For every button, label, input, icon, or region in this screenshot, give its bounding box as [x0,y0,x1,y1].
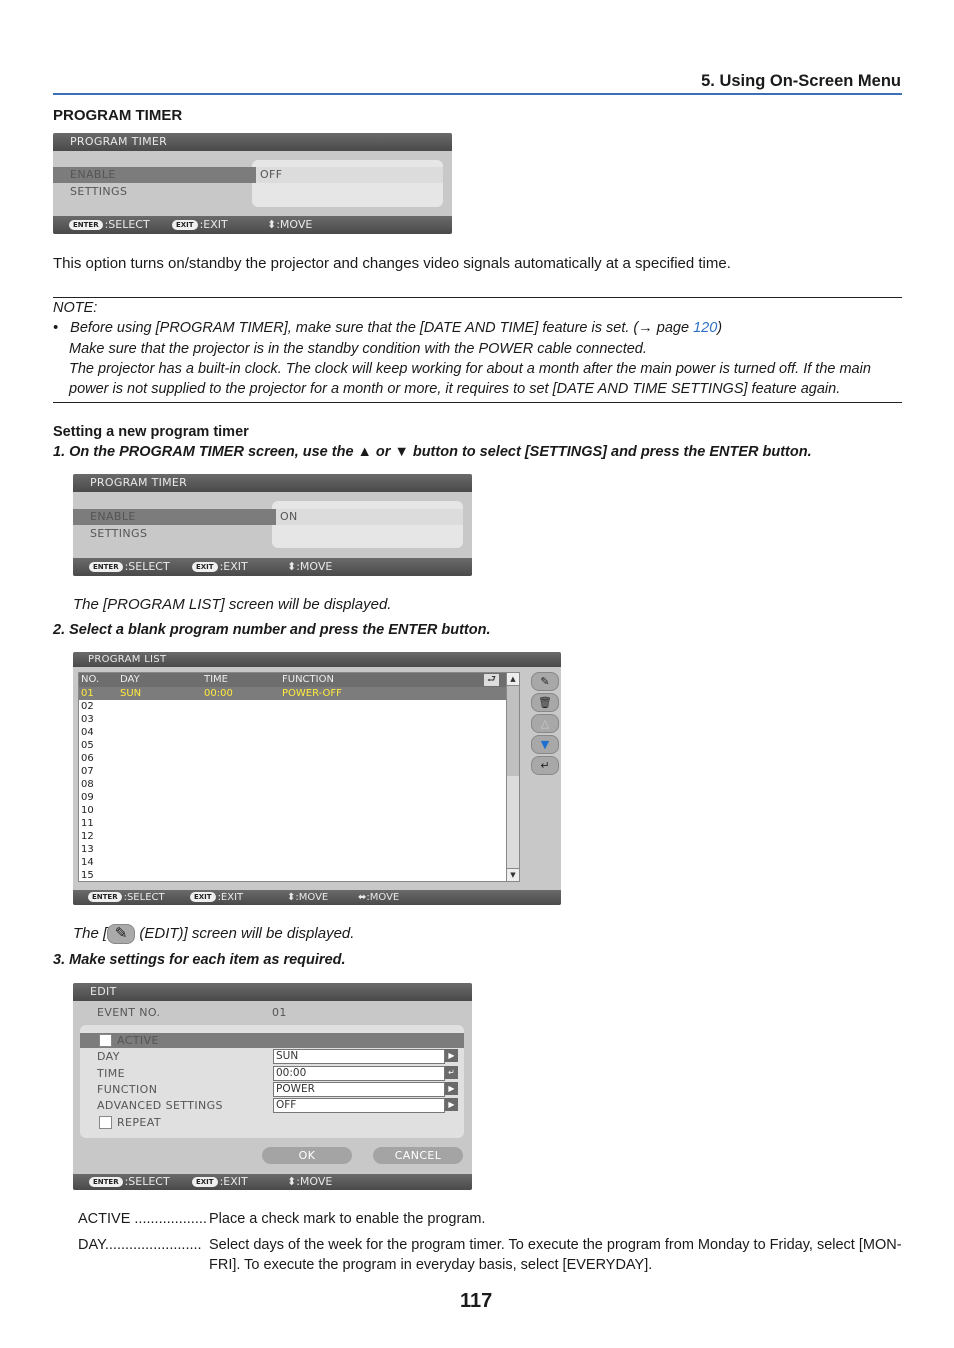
advanced-field[interactable]: OFF [273,1098,445,1113]
chapter-title: 5. Using On-Screen Menu [701,72,901,90]
table-row[interactable] [79,869,506,882]
cancel-button[interactable]: CANCEL [373,1147,463,1164]
header-rule [53,93,902,95]
move-up-icon[interactable]: △ [531,714,559,733]
step-3: 3. Make settings for each item as required. [53,952,346,968]
note-block: NOTE: • Before using [PROGRAM TIMER], make sure that the [DATE AND TIME] feature is set. (→ page 120) Make sure that the projector is in the standby condition with the POWER cable connected. The projector has a built-in clock. The clock will keep working for about a month after the main power is turned off. If the main power is not supplied to the projector for a month or more, it requires to set [DATE AND TIME SETTINGS] feature again. [53,298,903,399]
row-number: 14 [81,857,94,868]
function-arrow-icon[interactable]: ▶ [445,1082,458,1095]
repeat-checkbox[interactable] [99,1116,112,1129]
table-row[interactable]: 01 SUN 00:00 POWER-OFF [79,687,506,700]
edit-icon[interactable]: ✎ [531,672,559,691]
row-number: 11 [81,818,94,829]
note-label: NOTE: [53,300,98,316]
enter-return-icon[interactable]: ↵ [531,756,559,775]
row-number: 09 [81,792,94,803]
table-row[interactable] [79,700,506,713]
enable-value[interactable]: OFF [260,168,283,181]
row-number: 13 [81,844,94,855]
ok-button[interactable]: OK [262,1147,352,1164]
active-checkbox[interactable] [99,1034,112,1047]
day-arrow-icon[interactable]: ▶ [445,1049,458,1062]
row-number: 10 [81,805,94,816]
time-field[interactable]: 00:00 [273,1066,445,1081]
definition-day: DAY........................ Select days of the week for the program timer. To execute the program from Monday to Friday, select [MON-FRI]. To execute the program in everyday basis, select [EVERYDAY]. [78,1237,902,1273]
table-row[interactable] [79,726,506,739]
note-bottom-rule [53,402,902,403]
enable-label: ENABLE [90,510,136,523]
definition-list [78,1209,903,1277]
definition-active: ACTIVE .................. Place a check mark to enable the program. [78,1211,486,1227]
function-field[interactable]: POWER [273,1082,445,1097]
steps-heading: Setting a new program timer [53,424,249,440]
osd-footer: ENTER :SELECT EXIT :EXIT ⬍:MOVE [53,216,452,234]
time-enter-icon[interactable]: ↵ [445,1066,458,1079]
page-number: 117 [460,1290,493,1312]
program-table [78,672,507,882]
section-title: PROGRAM TIMER [53,107,183,124]
scroll-up-icon[interactable]: ▲ [507,673,519,686]
scroll-thumb[interactable] [507,686,519,776]
table-row[interactable] [79,713,506,726]
enable-label: ENABLE [70,168,116,181]
table-row[interactable] [79,765,506,778]
row-number: 02 [81,701,94,712]
table-row[interactable] [79,843,506,856]
row-number: 03 [81,714,94,725]
row-number: 12 [81,831,94,842]
trash-icon[interactable]: 🗑 [531,693,559,712]
event-number: 01 [272,1006,287,1019]
move-down-icon[interactable]: ▼ [531,735,559,754]
program-list-osd: PROGRAM LIST NO. DAY TIME FUNCTION ⮐ 01 SUN 00:00 POWER-OFF 02 03 04 05 06 07 08 09 10 11 12 13 14 15 ▲ ▼ ✎ 🗑 △ ▼ ↵ ENTER :SELECT EXIT :EXIT ⬍:MOVE ⬌:MOVE [73,652,561,905]
table-row[interactable] [79,739,506,752]
osd-title: PROGRAM TIMER [53,133,452,151]
row-number: 04 [81,727,94,738]
program-timer-osd [53,133,452,234]
return-icon[interactable]: ⮐ [484,674,499,686]
page-link[interactable]: 120 [693,320,718,337]
day-field[interactable]: SUN [273,1049,445,1064]
row-number: 06 [81,753,94,764]
step-1: 1. On the PROGRAM TIMER screen, use the ▲ or ▼ button to select [SETTINGS] and press the ENTER button. [53,444,812,460]
enter-key: ENTER [69,220,103,230]
settings-label[interactable]: SETTINGS [90,527,148,540]
settings-label[interactable]: SETTINGS [70,185,128,198]
table-row[interactable] [79,778,506,791]
scrollbar[interactable] [506,672,520,882]
table-row[interactable] [79,791,506,804]
table-header: NO. DAY TIME FUNCTION ⮐ [79,673,506,687]
edit-osd: EDIT EVENT NO. 01 ACTIVE DAY SUN ▶ TIME 00:00 ↵ FUNCTION POWER ▶ ADVANCED SETTINGS OFF ▶ REPEAT OK CANCEL ENTER :SELECT EXIT :EXIT ⬍:MOVE [73,983,472,1190]
step-2-result: The [ ✎ (EDIT)] screen will be displayed. [73,924,355,942]
table-row[interactable] [79,804,506,817]
enable-value[interactable]: ON [280,510,298,523]
row-number: 05 [81,740,94,751]
row-number: 15 [81,870,94,881]
table-row[interactable] [79,817,506,830]
table-row[interactable] [79,856,506,869]
row-number: 08 [81,779,94,790]
table-row[interactable] [79,752,506,765]
advanced-arrow-icon[interactable]: ▶ [445,1098,458,1111]
scroll-down-icon[interactable]: ▼ [507,868,519,881]
edit-icon: ✎ [107,924,135,944]
program-timer-osd-on: PROGRAM TIMER ENABLE ON SETTINGS ENTER :SELECT EXIT :EXIT ⬍:MOVE [73,474,472,576]
step-1-result: The [PROGRAM LIST] screen will be displayed. [73,596,392,613]
row-number: 07 [81,766,94,777]
intro-text: This option turns on/standby the projector and changes video signals automatically at a specified time. [53,255,731,272]
table-row[interactable] [79,830,506,843]
exit-key: EXIT [172,220,198,230]
step-2: 2. Select a blank program number and press the ENTER button. [53,622,491,638]
